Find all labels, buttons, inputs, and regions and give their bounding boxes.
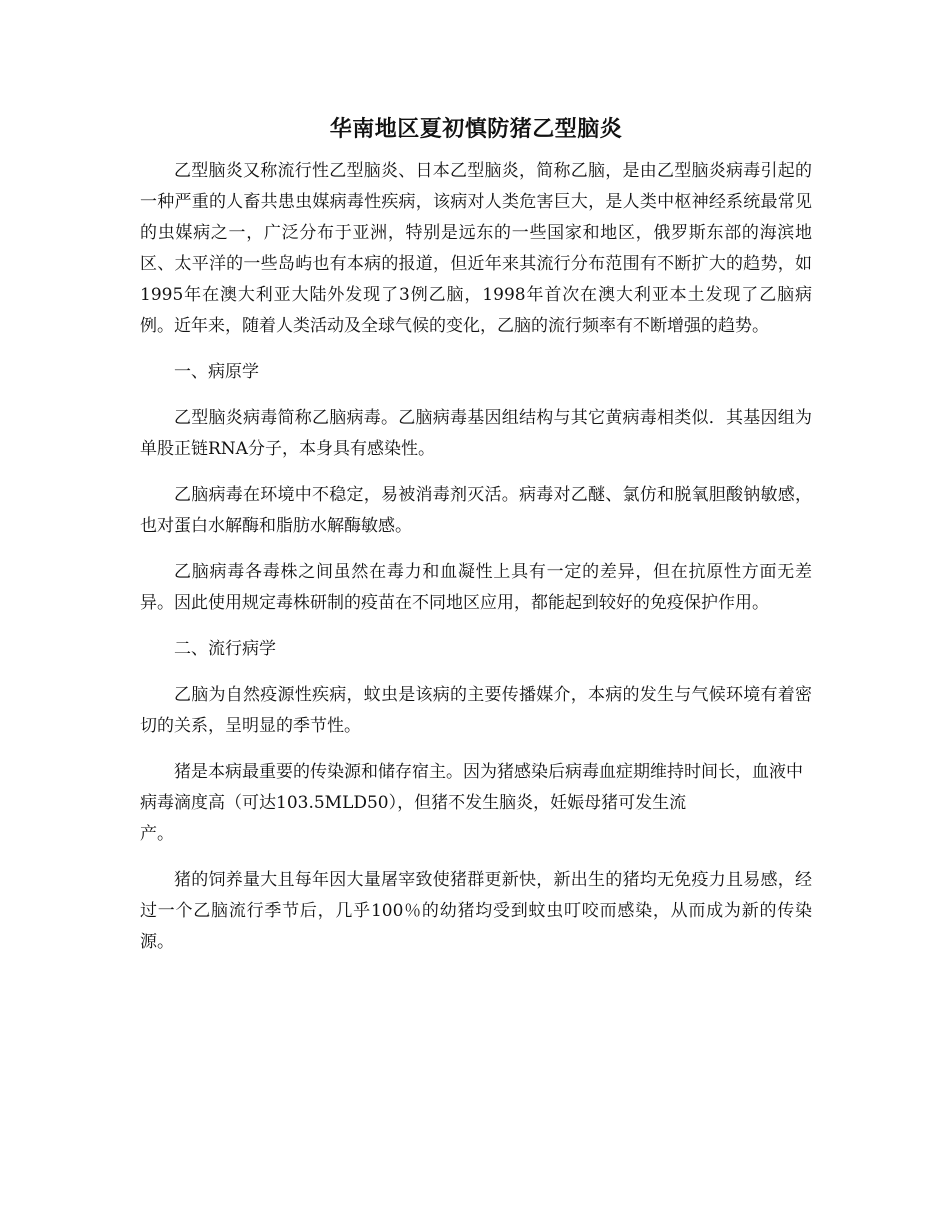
- epidemiology-paragraph-2-line-1: 猪是本病最重要的传染源和储存宿主。因为猪感染后病毒血症期维持时间长，血液中病毒滴度高（可达103.5MLD50），但猪不发生脑炎，妊娠母猪可发生流: [140, 762, 803, 813]
- pathogen-paragraph-1: 乙型脑炎病毒简称乙脑病毒。乙脑病毒基因组结构与其它黄病毒相类似．其基因组为单股正链RNA分子，本身具有感染性。: [140, 408, 812, 459]
- pathogen-paragraph-3: 乙脑病毒各毒株之间虽然在毒力和血凝性上具有一定的差异，但在抗原性方面无差异。因此使用规定毒株研制的疫苗在不同地区应用，都能起到较好的免疫保护作用。: [140, 562, 812, 613]
- intro-paragraph: 乙型脑炎又称流行性乙型脑炎、日本乙型脑炎，简称乙脑，是由乙型脑炎病毒引起的一种严重的人畜共患虫媒病毒性疾病，该病对人类危害巨大，是人类中枢神经系统最常见的虫媒病之一，广泛分布于亚洲，特别是远东的一些国家和地区，俄罗斯东部的海滨地区、太平洋的一些岛屿也有本病的报道，但近年来其流行分布范围有不断扩大的趋势，如1995年在澳大利亚大陆外发现了3例乙脑，1998年首次在澳大利亚本土发现了乙脑病例。近年来，随着人类活动及全球气候的变化，乙脑的流行频率有不断增强的趋势。: [140, 161, 812, 336]
- section-heading-epidemiology: 二、流行病学: [174, 639, 276, 659]
- pathogen-paragraph-2: 乙脑病毒在环境中不稳定，易被消毒剂灭活。病毒对乙醚、氯仿和脱氧胆酸钠敏感，也对蛋白水解酶和脂肪水解酶敏感。: [140, 485, 812, 536]
- document-body: [140, 112, 812, 958]
- document-title: 华南地区夏初慎防猪乙型脑炎: [329, 116, 623, 142]
- epidemiology-paragraph-1: 乙脑为自然疫源性疾病，蚊虫是该病的主要传播媒介，本病的发生与气候环境有着密切的关系，呈明显的季节性。: [140, 685, 812, 736]
- epidemiology-paragraph-2: [140, 757, 812, 850]
- epidemiology-paragraph-2-line-2: 产。: [140, 824, 174, 844]
- section-heading-pathogen: 一、病原学: [174, 362, 259, 382]
- epidemiology-paragraph-3: 猪的饲养量大且每年因大量屠宰致使猪群更新快，新出生的猪均无免疫力且易感，经过一个乙脑流行季节后，几乎100％的幼猪均受到蚊虫叮咬而感染，从而成为新的传染源。: [140, 870, 812, 952]
